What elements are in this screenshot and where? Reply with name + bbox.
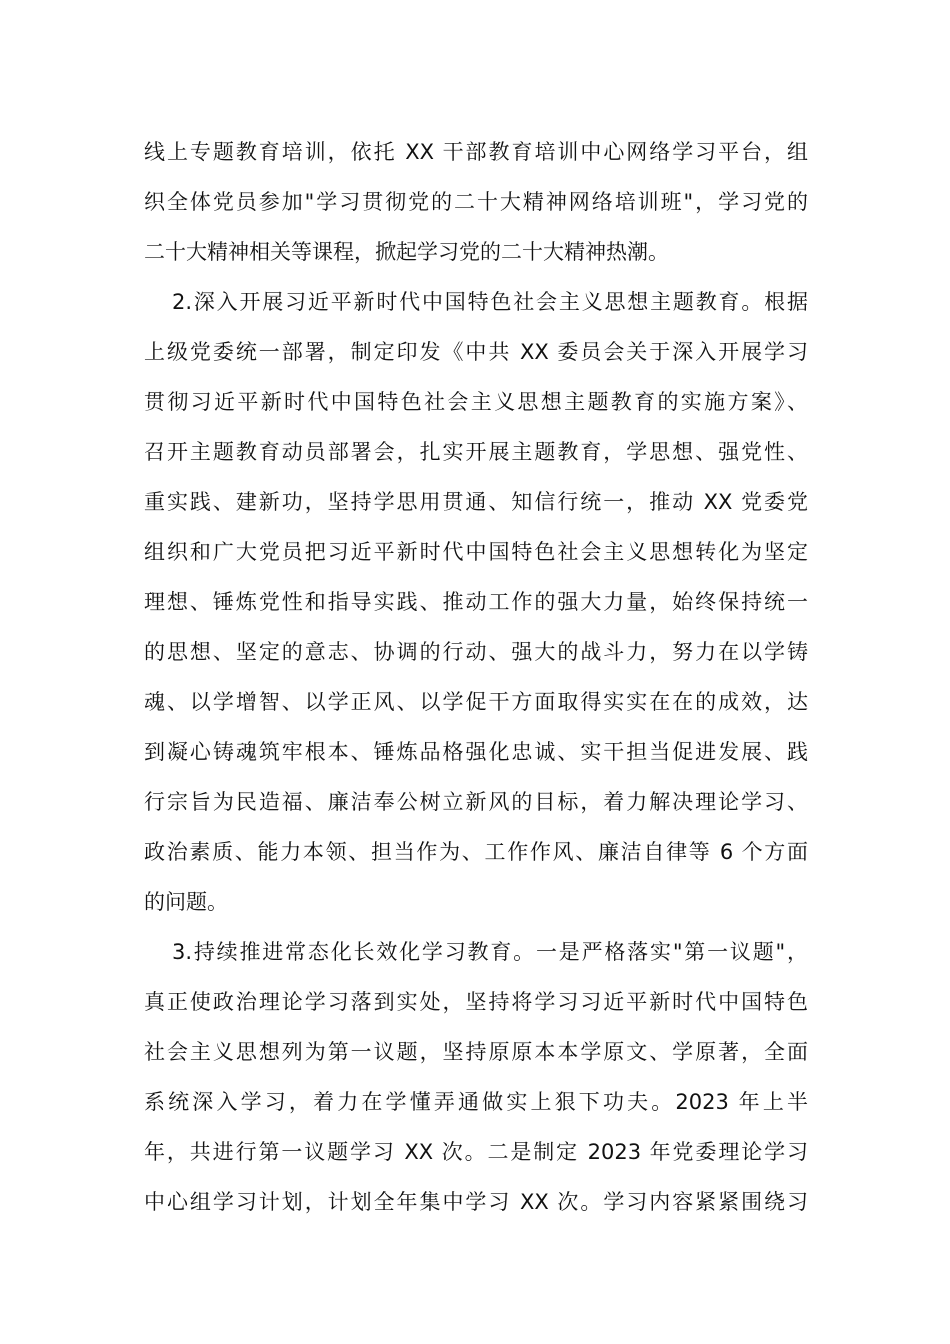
text-line: 行宗旨为民造福、廉洁奉公树立新风的目标，着力解决理论学习、 [144, 790, 808, 814]
text-line: 社会主义思想列为第一议题，坚持原原本本学原文、学原著，全面 [144, 1040, 808, 1064]
paragraph-2-theme-education [144, 277, 808, 927]
text-line: 召开主题教育动员部署会，扎实开展主题教育，学思想、强党性、 [144, 440, 808, 464]
text-line: 的思想、坚定的意志、协调的行动、强大的战斗力，努力在以学铸 [144, 640, 808, 664]
text-line: 理想、锤炼党性和指导实践、推动工作的强大力量，始终保持统一 [144, 590, 808, 614]
text-line: 到凝心铸魂筑牢根本、锤炼品格强化忠诚、实干担当促进发展、践 [144, 740, 808, 764]
paragraph-3-regular-study [144, 927, 808, 1227]
text-line: 政治素质、能力本领、担当作为、工作作风、廉洁自律等 6 个方面 [144, 840, 808, 864]
text-line: 二十大精神相关等课程，掀起学习党的二十大精神热潮。 [144, 240, 669, 264]
paragraph-1-continuation [144, 127, 808, 277]
text-line: 3.持续推进常态化长效化学习教育。一是严格落实"第一议题"， [172, 940, 808, 964]
text-line: 魂、以学增智、以学正风、以学促干方面取得实实在在的成效，达 [144, 690, 808, 714]
text-line: 组织和广大党员把习近平新时代中国特色社会主义思想转化为坚定 [144, 540, 808, 564]
text-line: 贯彻习近平新时代中国特色社会主义思想主题教育的实施方案》、 [144, 390, 808, 414]
text-line: 系统深入学习，着力在学懂弄通做实上狠下功夫。2023 年上半 [144, 1090, 808, 1114]
text-line: 年，共进行第一议题学习 XX 次。二是制定 2023 年党委理论学习 [144, 1140, 808, 1164]
text-line: 真正使政治理论学习落到实处，坚持将学习习近平新时代中国特色 [144, 990, 808, 1014]
text-line: 重实践、建新功，坚持学思用贯通、知信行统一，推动 XX 党委党 [144, 490, 808, 514]
text-line: 中心组学习计划，计划全年集中学习 XX 次。学习内容紧紧围绕习 [144, 1190, 808, 1214]
text-line: 织全体党员参加"学习贯彻党的二十大精神网络培训班"，学习党的 [144, 190, 808, 214]
text-line: 线上专题教育培训，依托 XX 干部教育培训中心网络学习平台，组 [144, 140, 808, 164]
text-line: 的问题。 [144, 890, 228, 914]
text-line: 上级党委统一部署，制定印发《中共 XX 委员会关于深入开展学习 [144, 340, 808, 364]
text-line: 2.深入开展习近平新时代中国特色社会主义思想主题教育。根据 [172, 290, 808, 314]
document-body [144, 127, 808, 1227]
